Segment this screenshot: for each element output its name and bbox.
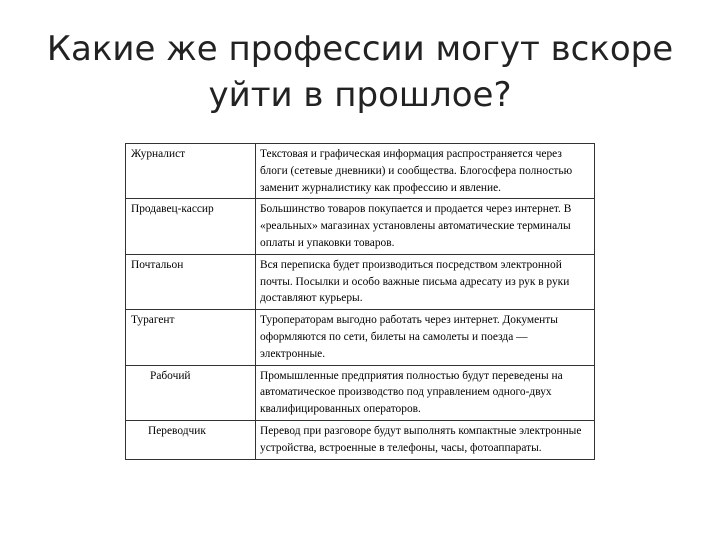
profession-cell: Продавец-кассир bbox=[126, 199, 256, 254]
description-cell: Большинство товаров покупается и продается через интернет. В «реальных» магазинах установлены автоматические терминалы оплаты и упаковки товаров. bbox=[256, 199, 595, 254]
description-cell: Текстовая и графическая информация распространяется через блоги (сетевые дневники) и сообщества. Блогосфера полностью заменит журналистику как профессию и явление. bbox=[256, 144, 595, 199]
profession-cell: Журналист bbox=[126, 144, 256, 199]
description-cell: Промышленные предприятия полностью будут переведены на автоматическое производство под управлением одного-двух квалифицированных операторов. bbox=[256, 365, 595, 420]
profession-cell: Почтальон bbox=[126, 254, 256, 309]
profession-cell: Рабочий bbox=[126, 365, 256, 420]
table-row bbox=[126, 199, 595, 254]
table-row bbox=[126, 310, 595, 365]
table-row bbox=[126, 144, 595, 199]
profession-cell: Переводчик bbox=[126, 420, 256, 459]
description-cell: Перевод при разговоре будут выполнять компактные электронные устройства, встроенные в телефоны, часы, фотоаппараты. bbox=[256, 420, 595, 459]
title-line-2: уйти в прошлое? bbox=[208, 75, 512, 115]
profession-cell: Турагент bbox=[126, 310, 256, 365]
title-line-1: Какие же профессии могут вскоре bbox=[46, 29, 674, 69]
description-cell: Вся переписка будет производиться посредством электронной почты. Посылки и особо важные письма адресату из рук в руки доставляют курьеры. bbox=[256, 254, 595, 309]
table-row bbox=[126, 420, 595, 459]
description-cell: Туроператорам выгодно работать через интернет. Документы оформляются по сети, билеты на самолеты и поезда — электронные. bbox=[256, 310, 595, 365]
table-row bbox=[126, 365, 595, 420]
professions-table bbox=[125, 143, 595, 460]
table-row bbox=[126, 254, 595, 309]
slide-title bbox=[40, 26, 680, 118]
